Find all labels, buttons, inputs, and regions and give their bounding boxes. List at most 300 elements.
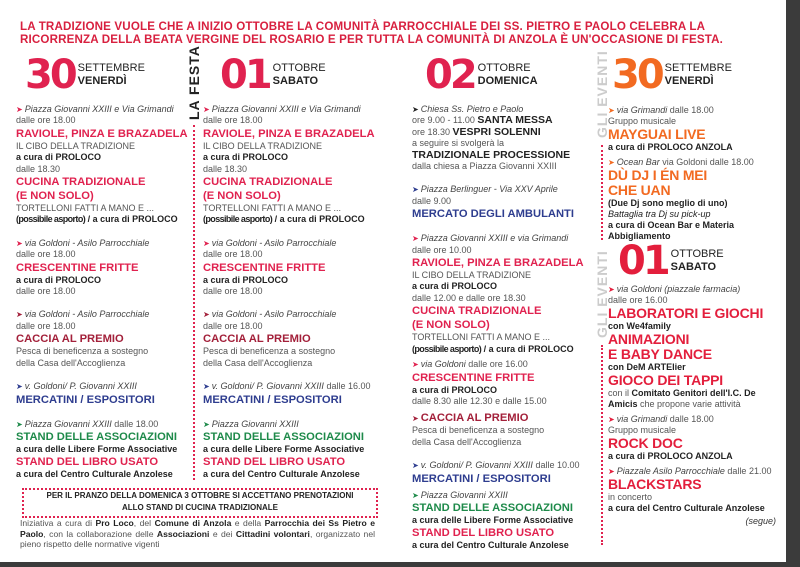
event-line bbox=[608, 127, 783, 142]
credit-name: Parrocchia dei Ss Pietro e Paolo bbox=[20, 518, 375, 539]
takeaway-note: (possibile asporto) bbox=[412, 343, 482, 354]
event-location: Piazza Giovanni XXIII e via Grimandi bbox=[420, 233, 569, 244]
event-location: v. Goldoni/ P. Giovanni XXIII bbox=[24, 381, 137, 392]
event-title: CRESCENTINE FRITTE bbox=[203, 261, 326, 274]
event-block bbox=[16, 104, 188, 226]
events-list-30-settembre bbox=[608, 105, 783, 242]
event-detail: IL CIBO DELLA TRADIZIONE bbox=[412, 270, 532, 281]
event-line bbox=[203, 358, 393, 369]
event-detail: via Goldoni dalle 18.00 bbox=[659, 157, 754, 167]
footer-credits bbox=[20, 518, 375, 550]
event-detail: dalle ore 18.00 bbox=[16, 320, 76, 331]
event-organizer: con DeM ARTElier bbox=[608, 362, 686, 372]
window-edge bbox=[786, 0, 800, 567]
event-block bbox=[203, 104, 393, 226]
credit-text: , del bbox=[133, 518, 155, 528]
event-line bbox=[608, 388, 783, 399]
event-line bbox=[412, 411, 592, 425]
event-detail: dalle 18.00 bbox=[667, 105, 714, 115]
event-line bbox=[203, 127, 393, 141]
event-title: MAYGUAI LIVE bbox=[608, 126, 706, 142]
event-detail: che propone varie attività bbox=[637, 399, 741, 409]
event-detail: della Casa dell'Accoglienza bbox=[16, 357, 126, 368]
date-month: SETTEMBRE bbox=[664, 62, 732, 74]
event-line bbox=[608, 436, 783, 451]
event-organizer: (Due Dj sono meglio di uno) bbox=[608, 198, 728, 208]
event-location: v. Goldoni/ P. Giovanni XXIII bbox=[420, 460, 533, 471]
event-line bbox=[412, 207, 592, 221]
event-detail: con il bbox=[608, 388, 632, 398]
event-location: via Goldoni - Asilo Parrocchiale bbox=[211, 237, 337, 248]
event-title: STAND DELLE ASSOCIAZIONI bbox=[203, 430, 364, 443]
event-line bbox=[16, 189, 188, 203]
event-line bbox=[412, 344, 592, 355]
event-title: CUCINA TRADIZIONALE bbox=[412, 305, 542, 318]
event-line bbox=[412, 127, 592, 138]
event-detail: dalle 18.00 bbox=[111, 418, 159, 429]
event-title: CACCIA AL PREMIO bbox=[16, 333, 124, 346]
event-line bbox=[412, 515, 592, 526]
event-line bbox=[608, 105, 783, 116]
arrow-icon: ➤ bbox=[412, 414, 419, 424]
event-line bbox=[16, 214, 188, 225]
event-line bbox=[16, 286, 188, 297]
arrow-icon: ➤ bbox=[608, 158, 615, 167]
event-block bbox=[608, 105, 783, 153]
arrow-icon: ➤ bbox=[412, 490, 419, 500]
takeaway-note: (possibile asporto) bbox=[203, 214, 273, 225]
event-line bbox=[16, 321, 188, 332]
date-month: OTTOBRE bbox=[477, 62, 531, 74]
event-line bbox=[203, 275, 393, 286]
date-weekday: SABATO bbox=[670, 261, 717, 273]
events-column bbox=[608, 105, 783, 527]
event-organizer: a cura del Centro Culturale Anzolese bbox=[16, 469, 173, 480]
event-title: MERCATINI / ESPOSITORI bbox=[16, 393, 155, 406]
event-detail: Gruppo musicale bbox=[608, 116, 677, 126]
events-list-01-ottobre bbox=[608, 284, 783, 514]
event-line bbox=[412, 385, 592, 396]
date-month: OTTOBRE bbox=[272, 62, 326, 74]
credit-text: Iniziativa a cura di bbox=[20, 518, 96, 528]
program-column-02-ottobre bbox=[412, 104, 592, 564]
arrow-icon: ➤ bbox=[412, 234, 419, 244]
event-title: CUCINA TRADIZIONALE bbox=[16, 176, 146, 189]
event-location: v. Goldoni/ P. Giovanni XXIII bbox=[211, 381, 324, 392]
event-line bbox=[16, 358, 188, 369]
event-line bbox=[16, 127, 188, 141]
event-line bbox=[608, 414, 783, 425]
event-organizer: a cura di PROLOCO bbox=[412, 384, 498, 395]
arrow-icon: ➤ bbox=[16, 238, 23, 248]
event-detail: dalle 18.30 bbox=[203, 163, 248, 174]
event-location: via Goldoni bbox=[420, 359, 466, 370]
event-detail: dalle 8.30 alle 12.30 e dalle 15.00 bbox=[412, 395, 547, 406]
event-detail: dalle 9.00 bbox=[412, 195, 452, 206]
event-title: LABORATORI E GIOCHI bbox=[608, 305, 764, 321]
event-line bbox=[412, 501, 592, 515]
event-line bbox=[412, 304, 592, 318]
event-block bbox=[16, 309, 188, 369]
event-detail: Gruppo musicale bbox=[608, 425, 677, 435]
event-detail: TORTELLONI FATTI A MANO E ... bbox=[16, 203, 155, 214]
event-line bbox=[412, 161, 592, 172]
event-line bbox=[203, 346, 393, 357]
event-block bbox=[16, 419, 188, 481]
event-line bbox=[16, 430, 188, 444]
event-organizer: a cura delle Libere Forme Associative bbox=[16, 443, 178, 454]
event-location: Piazza Giovanni XXIII e Via Grimandi bbox=[24, 104, 174, 114]
event-line bbox=[16, 275, 188, 286]
event-line bbox=[412, 425, 592, 436]
event-line bbox=[608, 168, 783, 183]
event-location: via Goldoni - Asilo Parrocchiale bbox=[211, 309, 337, 320]
events-date-30-settembre bbox=[612, 52, 732, 98]
date-weekday: DOMENICA bbox=[477, 75, 538, 87]
program-column-01-ottobre bbox=[203, 104, 393, 493]
date-header-02-ottobre bbox=[425, 52, 538, 98]
event-line bbox=[203, 115, 393, 126]
reservation-notice bbox=[22, 488, 378, 518]
event-location: Ocean Bar bbox=[616, 157, 660, 167]
event-block bbox=[203, 238, 393, 298]
event-line bbox=[412, 256, 592, 270]
event-block bbox=[412, 233, 592, 355]
event-line bbox=[16, 455, 188, 469]
event-title: STAND DEL LIBRO USATO bbox=[412, 527, 555, 540]
event-line bbox=[16, 261, 188, 275]
event-line bbox=[608, 220, 783, 231]
event-line bbox=[203, 152, 393, 163]
event-title: CUCINA TRADIZIONALE bbox=[203, 176, 333, 189]
date-header-30-settembre bbox=[25, 52, 145, 98]
event-detail: ore 9.00 - 11.00 bbox=[412, 115, 478, 126]
event-title: CACCIA AL PREMIO bbox=[420, 412, 529, 425]
event-title: (E NON SOLO) bbox=[16, 190, 94, 203]
event-line bbox=[16, 381, 188, 392]
credit-text: e della bbox=[231, 518, 265, 528]
credit-text: , con la collaborazione delle bbox=[43, 528, 157, 539]
segue-note: (segue) bbox=[745, 516, 776, 526]
date-weekday: SABATO bbox=[272, 75, 319, 87]
event-location: via Goldoni - Asilo Parrocchiale bbox=[24, 309, 150, 320]
event-detail: dalle ore 18.00 bbox=[203, 115, 263, 126]
event-detail: dalle ore 18.00 bbox=[16, 286, 76, 297]
arrow-icon: ➤ bbox=[412, 105, 419, 114]
event-line bbox=[412, 293, 592, 304]
notice-line: PER IL PRANZO DELLA DOMENICA 3 OTTOBRE SI ACCETTANO PRENOTAZIONI bbox=[46, 491, 354, 500]
event-line bbox=[412, 318, 592, 332]
event-line bbox=[203, 381, 393, 392]
date-weekday: VENERDÌ bbox=[664, 75, 714, 87]
event-organizer: a cura di Ocean Bar e Materia bbox=[608, 220, 735, 230]
event-organizer: a cura di PROLOCO bbox=[16, 152, 102, 163]
event-organizer: Comitato Genitori dell'I.C. De bbox=[631, 388, 756, 398]
event-line bbox=[16, 332, 188, 346]
event-line bbox=[608, 198, 783, 209]
event-location: Piazza Giovanni XXIII e Via Grimandi bbox=[211, 104, 361, 114]
event-line bbox=[203, 444, 393, 455]
credit-name: Pro Loco bbox=[95, 518, 134, 528]
event-detail: in concerto bbox=[608, 492, 653, 502]
event-note: Battaglia tra Dj su pick-up bbox=[608, 209, 711, 219]
event-line bbox=[412, 233, 592, 244]
event-line bbox=[203, 238, 393, 249]
event-detail: Pesca di beneficenza a sostegno bbox=[412, 425, 545, 436]
date-number: 01 bbox=[220, 52, 270, 98]
event-line bbox=[608, 142, 783, 153]
event-title: GIOCO DEI TAPPI bbox=[608, 372, 723, 388]
event-line bbox=[412, 150, 592, 161]
event-line bbox=[412, 526, 592, 540]
event-line bbox=[412, 371, 592, 385]
event-block bbox=[412, 490, 592, 552]
event-detail: dalle 16.00 bbox=[323, 381, 371, 392]
event-line bbox=[16, 346, 188, 357]
event-line bbox=[412, 359, 592, 370]
event-title: SANTA MESSA bbox=[477, 114, 553, 127]
credit-name: Comune di Anzola bbox=[154, 518, 232, 528]
event-line bbox=[16, 238, 188, 249]
event-title: E BABY DANCE bbox=[608, 346, 712, 362]
event-line bbox=[16, 152, 188, 163]
event-organizer: a cura di PROLOCO bbox=[16, 274, 102, 285]
event-line bbox=[203, 393, 393, 407]
event-organizer: a cura del Centro Culturale Anzolese bbox=[412, 540, 569, 551]
event-detail: dalle 12.00 e dalle ore 18.30 bbox=[412, 292, 526, 303]
date-number: 30 bbox=[612, 52, 662, 98]
event-detail: ore 18.30 bbox=[412, 126, 453, 137]
divider bbox=[601, 345, 603, 545]
event-detail: dalle 18.00 bbox=[667, 414, 714, 424]
event-line bbox=[608, 306, 783, 321]
event-line bbox=[16, 175, 188, 189]
event-title: (E NON SOLO) bbox=[203, 190, 281, 203]
event-line bbox=[203, 321, 393, 332]
event-organizer: a cura delle Libere Forme Associative bbox=[412, 514, 574, 525]
event-line bbox=[608, 332, 783, 347]
event-block bbox=[203, 419, 393, 481]
arrow-icon: ➤ bbox=[203, 310, 210, 320]
credit-text: e dei bbox=[209, 528, 236, 539]
event-line bbox=[203, 141, 393, 152]
event-detail: dalle ore 16.00 bbox=[465, 359, 528, 370]
event-location: Piazza Giovanni XXIII bbox=[420, 489, 508, 500]
event-organizer: Abbigliamento bbox=[608, 231, 671, 241]
event-line bbox=[412, 281, 592, 292]
event-line bbox=[412, 540, 592, 551]
event-title: STAND DELLE ASSOCIAZIONI bbox=[412, 501, 573, 514]
event-detail: TORTELLONI FATTI A MANO E ... bbox=[203, 203, 342, 214]
event-line bbox=[203, 164, 393, 175]
event-line bbox=[203, 332, 393, 346]
event-detail: dalle ore 18.00 bbox=[203, 320, 263, 331]
event-block bbox=[16, 381, 188, 406]
date-header-01-ottobre bbox=[220, 52, 326, 98]
event-line bbox=[608, 347, 783, 362]
divider bbox=[193, 125, 195, 480]
event-line bbox=[412, 396, 592, 407]
event-detail: della Casa dell'Accoglienza bbox=[203, 357, 313, 368]
event-detail: IL CIBO DELLA TRADIZIONE bbox=[16, 140, 136, 151]
date-number: 01 bbox=[618, 238, 668, 284]
event-line bbox=[203, 214, 393, 225]
event-title: STAND DEL LIBRO USATO bbox=[203, 456, 346, 469]
event-organizer: a cura delle Libere Forme Associative bbox=[203, 443, 365, 454]
event-block bbox=[203, 381, 393, 406]
arrow-icon: ➤ bbox=[608, 467, 615, 476]
event-line bbox=[203, 455, 393, 469]
date-month: OTTOBRE bbox=[670, 248, 724, 260]
arrow-icon: ➤ bbox=[412, 461, 419, 471]
gli-eventi-label: GLI EVENTI bbox=[594, 50, 610, 138]
event-block bbox=[16, 238, 188, 298]
event-line bbox=[412, 490, 592, 501]
event-line bbox=[203, 189, 393, 203]
event-location: via Grimandi bbox=[616, 105, 668, 115]
event-line bbox=[16, 203, 188, 214]
gli-eventi-label: GLI EVENTI bbox=[594, 250, 610, 338]
event-organizer: a cura di PROLOCO ANZOLA bbox=[608, 142, 733, 152]
event-block bbox=[608, 284, 783, 410]
event-title: DÙ DJ I ÉN MEI bbox=[608, 167, 708, 183]
event-line bbox=[203, 104, 393, 115]
event-line bbox=[608, 451, 783, 462]
event-location: Chiesa Ss. Pietro e Paolo bbox=[420, 104, 524, 114]
event-line bbox=[203, 430, 393, 444]
event-line bbox=[608, 503, 783, 514]
event-organizer: a cura di PROLOCO bbox=[203, 152, 289, 163]
event-organizer: a cura del Centro Culturale Anzolese bbox=[608, 503, 765, 513]
event-title: RAVIOLE, PINZA E BRAZADELA bbox=[412, 257, 584, 270]
event-line bbox=[412, 460, 592, 471]
event-title: RAVIOLE, PINZA E BRAZADELA bbox=[203, 127, 375, 140]
event-title: (E NON SOLO) bbox=[412, 319, 490, 332]
event-line bbox=[16, 104, 188, 115]
event-detail: della Casa dell'Accoglienza bbox=[412, 436, 522, 447]
arrow-icon: ➤ bbox=[16, 310, 23, 320]
event-location: via Goldoni (piazzale farmacia) bbox=[616, 284, 741, 294]
event-block bbox=[412, 104, 592, 172]
event-block bbox=[608, 466, 783, 514]
event-line bbox=[16, 115, 188, 126]
event-detail: a seguire si svolgerà la bbox=[412, 138, 505, 149]
event-line bbox=[412, 437, 592, 448]
event-line bbox=[608, 399, 783, 410]
event-line bbox=[608, 284, 783, 295]
event-block bbox=[412, 184, 592, 221]
event-line bbox=[16, 309, 188, 320]
event-title: STAND DEL LIBRO USATO bbox=[16, 456, 159, 469]
event-location: Piazzale Asilo Parrocchiale bbox=[616, 466, 725, 476]
event-title: RAVIOLE, PINZA E BRAZADELA bbox=[16, 127, 188, 140]
event-line bbox=[16, 249, 188, 260]
event-line bbox=[16, 444, 188, 455]
event-line bbox=[16, 419, 188, 430]
event-detail: Pesca di beneficenza a sostegno bbox=[203, 346, 336, 357]
event-location: Piazza Giovanni XXIII bbox=[24, 418, 112, 429]
event-title: CRESCENTINE FRITTE bbox=[412, 371, 535, 384]
event-detail: dalle ore 18.00 bbox=[203, 286, 263, 297]
arrow-icon: ➤ bbox=[608, 106, 615, 115]
event-detail: dalle 18.30 bbox=[16, 163, 61, 174]
event-organizer: a cura di PROLOCO bbox=[412, 281, 498, 292]
date-number: 02 bbox=[425, 52, 475, 98]
event-line bbox=[608, 477, 783, 492]
event-location: Piazza Giovanni XXIII bbox=[211, 418, 299, 429]
event-location: Piazza Berlinguer - Via XXV Aprile bbox=[420, 184, 558, 195]
event-location: via Grimandi bbox=[616, 414, 668, 424]
event-title: CACCIA AL PREMIO bbox=[203, 333, 311, 346]
date-weekday: VENERDÌ bbox=[77, 75, 127, 87]
event-detail: dalle ore 10.00 bbox=[412, 244, 472, 255]
event-line bbox=[412, 270, 592, 281]
event-organizer: Amicis bbox=[608, 399, 638, 409]
event-block bbox=[412, 460, 592, 485]
event-line bbox=[412, 332, 592, 343]
event-line bbox=[412, 184, 592, 195]
event-line bbox=[203, 249, 393, 260]
event-line bbox=[608, 492, 783, 503]
date-month: SETTEMBRE bbox=[77, 62, 145, 74]
event-line bbox=[608, 373, 783, 388]
event-location: via Goldoni - Asilo Parrocchiale bbox=[24, 237, 150, 248]
event-block bbox=[608, 414, 783, 462]
event-line bbox=[608, 183, 783, 198]
event-detail: dalle ore 16.00 bbox=[608, 295, 668, 305]
divider bbox=[601, 145, 603, 240]
takeaway-note: (possibile asporto) bbox=[16, 214, 86, 225]
event-title: MERCATINI / ESPOSITORI bbox=[412, 472, 551, 485]
event-title: ROCK DOC bbox=[608, 435, 683, 451]
arrow-icon: ➤ bbox=[203, 382, 210, 392]
event-organizer: a cura di PROLOCO bbox=[203, 274, 289, 285]
arrow-icon: ➤ bbox=[16, 382, 23, 392]
arrow-icon: ➤ bbox=[203, 419, 210, 429]
program-column-30-settembre bbox=[16, 104, 188, 493]
event-detail: Pesca di beneficenza a sostegno bbox=[16, 346, 149, 357]
event-detail: IL CIBO DELLA TRADIZIONE bbox=[203, 140, 323, 151]
arrow-icon: ➤ bbox=[203, 238, 210, 248]
event-line bbox=[412, 245, 592, 256]
event-organizer: / a cura di PROLOCO bbox=[85, 214, 178, 225]
event-line bbox=[203, 175, 393, 189]
window-edge-bottom bbox=[0, 562, 800, 567]
arrow-icon: ➤ bbox=[16, 105, 23, 114]
arrow-icon: ➤ bbox=[608, 415, 615, 424]
event-line bbox=[203, 469, 393, 480]
event-line bbox=[16, 469, 188, 480]
event-detail: dalle 10.00 bbox=[532, 460, 580, 471]
event-title: CRESCENTINE FRITTE bbox=[16, 261, 139, 274]
arrow-icon: ➤ bbox=[16, 419, 23, 429]
event-title: TRADIZIONALE PROCESSIONE bbox=[412, 148, 571, 161]
event-title: VESPRI SOLENNI bbox=[452, 125, 541, 138]
la-festa-label: LA FESTA bbox=[186, 45, 202, 120]
event-organizer: con We4family bbox=[608, 321, 671, 331]
intro-text: LA TRADIZIONE VUOLE CHE A INIZIO OTTOBRE LA COMUNITÀ PARROCCHIALE DEI SS. PIETRO E PAOLO CELEBRA LA RICORRENZA DELLA BEATA VERGINE DEL ROSARIO E PER TUTTA LA COMUNITÀ DI ANZOLA È UN'OCCASIONE DI FESTA. bbox=[20, 20, 724, 46]
event-organizer: a cura del Centro Culturale Anzolese bbox=[203, 469, 360, 480]
arrow-icon: ➤ bbox=[608, 285, 615, 294]
event-organizer: / a cura di PROLOCO bbox=[481, 343, 574, 354]
credit-name: Associazioni bbox=[156, 528, 210, 539]
event-title: MERCATO DEGLI AMBULANTI bbox=[412, 208, 574, 221]
credit-text: , organizzato nel pieno rispetto delle normative vigenti bbox=[20, 528, 376, 549]
event-block bbox=[412, 411, 592, 448]
arrow-icon: ➤ bbox=[412, 360, 419, 370]
event-detail: dalle 21.00 bbox=[724, 466, 772, 476]
events-date-01-ottobre bbox=[618, 238, 783, 284]
